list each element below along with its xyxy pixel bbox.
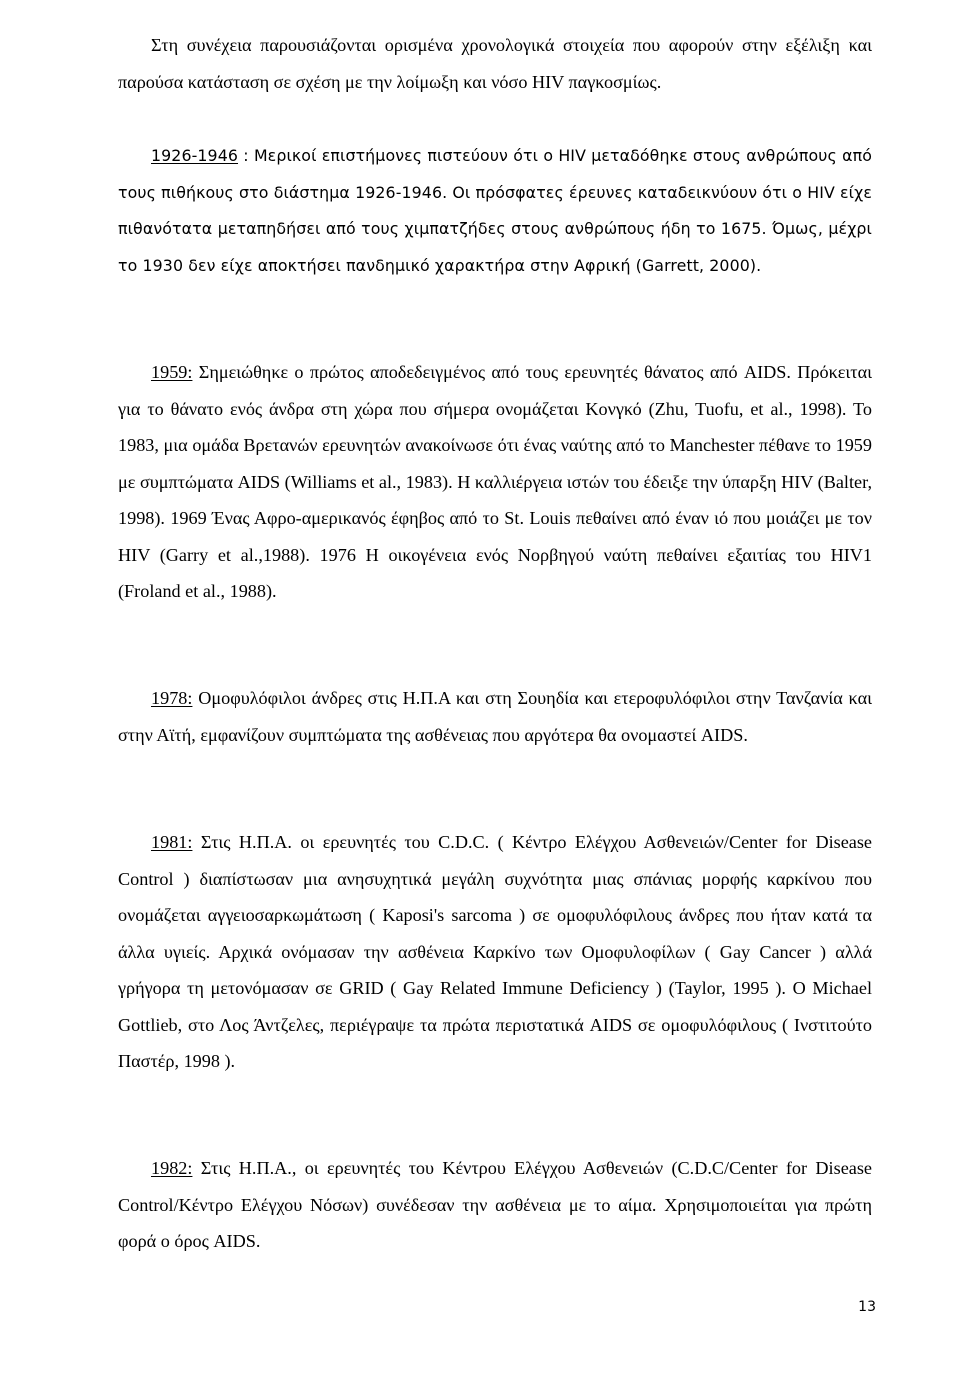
entry-text: Στις Η.Π.Α. οι ερευνητές του C.D.C. ( Κέντρο Ελέγχου Ασθενειών/Center for Disease Control ) διαπίστωσαν μια ανησυχητικά μεγάλη συχνότητα μιας σπάνιας μορφής καρκίνου που ονομάζεται αγγειοσαρκωμάτωση ( Kaposi's sarcoma ) σε ομοφυλόφιλους άνδρες που ήταν κατά τα άλλα υγιείς. Αρχικά ονόμασαν την ασθένεια Καρκίνο των Ομοφυλοφίλων ( Gay Cancer ) αλλά γρήγορα τη μετονόμασαν σε GRID ( Gay Related Immune Deficiency ) (Taylor, 1995 ). O Michael Gottlieb, στο Λος Άντζελες, περιέγραψε τα πρώτα περιστατικά AIDS σε ομοφυλόφιλους ( Ινστιτούτο Παστέρ, 1998 ). bbox=[118, 832, 872, 1071]
entry-text: Στις Η.Π.Α., οι ερευνητές του Κέντρου Ελέγχου Ασθενειών (C.D.C/Center for Disease Control/Κέντρο Ελέγχου Νόσων) συνέδεσαν την ασθένεια με το αίμα. Χρησιμοποιείται για πρώτη φορά ο όρος AIDS. bbox=[118, 1158, 872, 1251]
intro-paragraph bbox=[118, 27, 872, 100]
entry-1978 bbox=[118, 680, 872, 753]
page-number: 13 bbox=[858, 1299, 876, 1315]
intro-text: Στη συνέχεια παρουσιάζονται ορισμένα χρονολογικά στοιχεία που αφορούν στην εξέλιξη και παρούσα κατάσταση σε σχέση με την λοίμωξη και νόσο HIV παγκοσμίως. bbox=[118, 35, 872, 92]
entry-1926-1946 bbox=[118, 138, 872, 284]
entry-1982 bbox=[118, 1150, 872, 1260]
entry-text: : Μερικοί επιστήμονες πιστεύουν ότι ο HIV μεταδόθηκε στους ανθρώπους από τους πιθήκους στο διάστημα 1926-1946. Οι πρόσφατες έρευνες καταδεικνύουν ότι ο HIV είχε πιθανότατα μεταπηδήσει από τους χιμπατζήδες στους ανθρώπους ήδη το 1675. Όμως, μέχρι το 1930 δεν είχε αποκτήσει πανδημικό χαρακτήρα στην Αφρική (Garrett, 2000). bbox=[118, 146, 872, 275]
entry-date: 1978: bbox=[151, 688, 193, 708]
entry-date: 1981: bbox=[151, 832, 193, 852]
entry-date: 1959: bbox=[151, 362, 193, 382]
entry-date: 1926-1946 bbox=[151, 146, 239, 165]
entry-text: Σημειώθηκε ο πρώτος αποδεδειγμένος από τους ερευνητές θάνατος από AIDS. Πρόκειται για το θάνατο ενός άνδρα στη χώρα που σήμερα ονομάζεται Κονγκό (Zhu, Tuofu, et al., 1998). Το 1983, μια ομάδα Βρετανών ερευνητών ανακοίνωσε ότι ένας ναύτης από το Manchester πέθανε το 1959 με συμπτώματα AIDS (Williams et al., 1983). Η καλλιέργεια ιστών του έδειξε την ύπαρξη HIV (Balter, 1998). 1969 Ένας Αφρο-αμερικανός έφηβος από το St. Louis πεθαίνει από έναν ιό που μοιάζει με τον HIV (Garry et al.,1988). 1976 Η οικογένεια ενός Νορβηγού ναύτη πεθαίνει εξαιτίας του HIV1 (Froland et al., 1988). bbox=[118, 362, 872, 601]
entry-1959 bbox=[118, 354, 872, 610]
entry-date: 1982: bbox=[151, 1158, 193, 1178]
entry-text: Ομοφυλόφιλοι άνδρες στις Η.Π.Α και στη Σουηδία και ετεροφυλόφιλοι στην Τανζανία και στην Αϊτή, εμφανίζουν συμπτώματα της ασθένειας που αργότερα θα ονομαστεί AIDS. bbox=[118, 688, 872, 745]
entry-1981 bbox=[118, 824, 872, 1080]
